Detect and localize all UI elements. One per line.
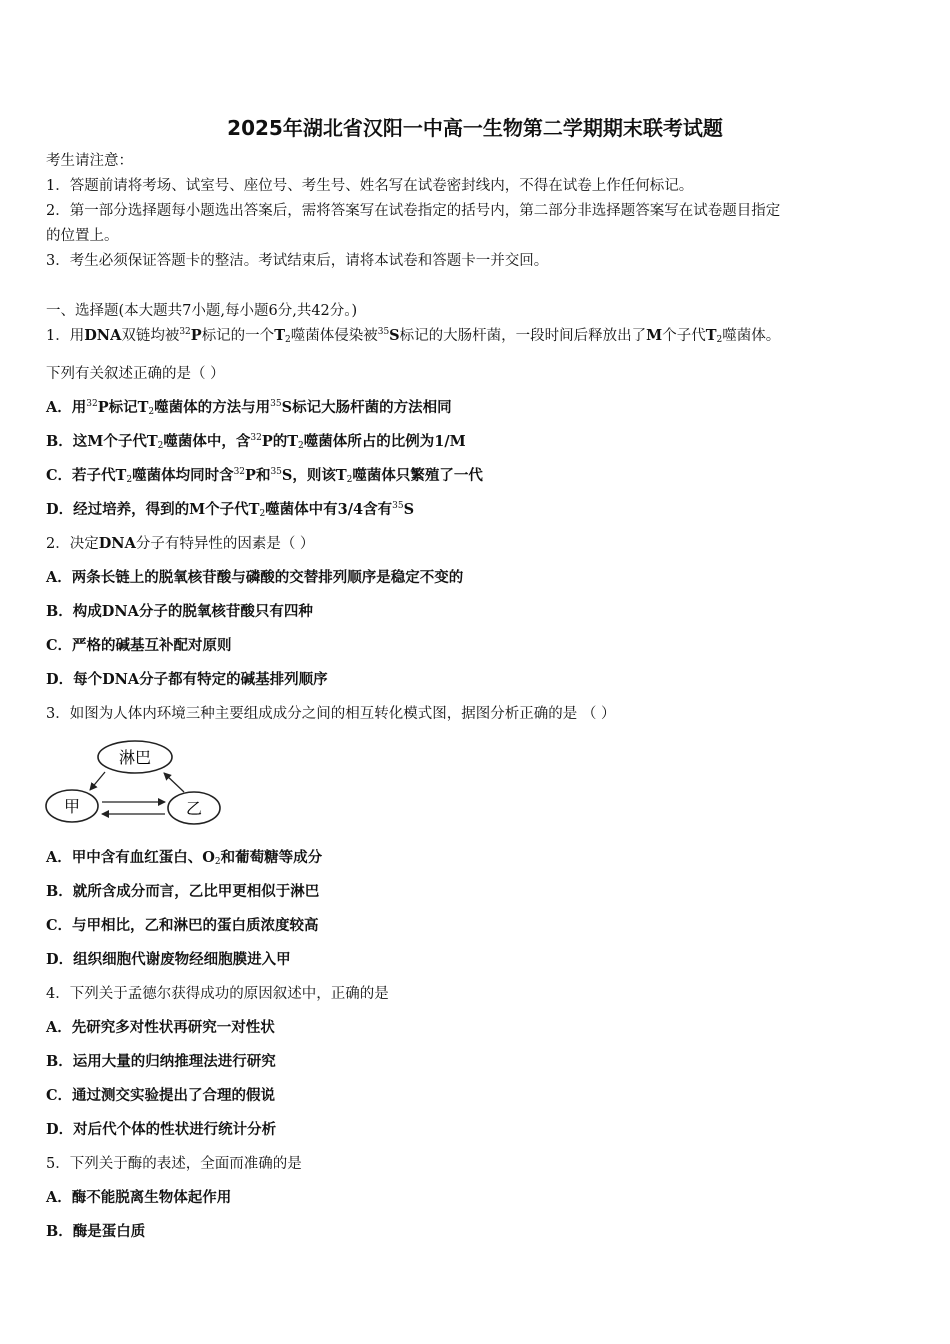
- opt-sub: 2: [214, 857, 221, 867]
- notice-item-2-cont: 的位置上。: [46, 228, 119, 244]
- q3-option-b[interactable]: B．就所含成分而言，乙比甲更相似于淋巴: [46, 883, 320, 900]
- opt-text: C．若子代: [46, 467, 116, 484]
- q1-option-a[interactable]: [46, 398, 452, 418]
- opt-sub: 2: [298, 441, 304, 451]
- opt-sup: 32: [233, 467, 246, 477]
- notice-item-3: 3．考生必须保证答题卡的整洁。考试结束后，请将本试卷和答题卡一并交回。: [46, 253, 549, 269]
- q1-t: T: [274, 327, 285, 344]
- body-fluid-diagram: [44, 736, 224, 830]
- opt-text: 噬菌体中，含: [163, 433, 251, 450]
- lymph-label: 淋巴: [118, 748, 152, 767]
- q1-sup-35: 35: [377, 327, 390, 337]
- opt-text: B．构成: [46, 603, 102, 620]
- opt-text: 标记大肠杆菌的方法相同: [292, 399, 452, 416]
- opt-text: O: [202, 849, 215, 866]
- opt-text: T: [115, 467, 127, 484]
- opt-text: 噬菌体中有: [265, 501, 338, 518]
- opt-text: T: [248, 501, 260, 518]
- q1-option-d[interactable]: [46, 500, 414, 520]
- notice-heading: 考生请注意：: [46, 153, 133, 169]
- question-4-stem: 4．下列关于孟德尔获得成功的原因叙述中，正确的是: [46, 986, 389, 1002]
- notice-item-1: 1．答题前请将考场、试室号、座位号、考生号、姓名写在试卷密封线内，不得在试卷上作任何标记。: [46, 178, 694, 194]
- q1-text: 标记的大肠杆菌，一段时间后释放出了: [399, 328, 647, 344]
- opt-sub: 2: [148, 407, 155, 417]
- stem-text: 2．决定: [46, 536, 99, 552]
- opt-text: T: [287, 433, 299, 450]
- opt-text: P: [245, 467, 256, 484]
- opt-text: 个子代: [205, 501, 249, 518]
- opt-sup: 32: [250, 433, 262, 443]
- q2-option-c[interactable]: C．严格的碱基互补配对原则: [46, 637, 232, 654]
- opt-sub: 2: [157, 441, 164, 451]
- q5-option-a[interactable]: A．酶不能脱离生物体起作用: [46, 1189, 232, 1206]
- q2-option-a[interactable]: A．两条长链上的脱氧核苷酸与磷酸的交替排列顺序是稳定不变的: [46, 569, 464, 586]
- opt-text: DNA: [102, 671, 140, 688]
- opt-text: 噬菌体的方法与用: [154, 399, 271, 416]
- q2-option-b[interactable]: [46, 602, 313, 622]
- stem-text: 分子有特异性的因素是（ ）: [135, 536, 315, 552]
- opt-text: 1/M: [434, 433, 466, 450]
- opt-text: P: [261, 433, 273, 450]
- notice-item-2: 2．第一部分选择题每小题选出答案后，需将答案写在试卷指定的括号内，第二部分非选择题答案写在试卷题目指定: [46, 203, 781, 219]
- opt-text: 标记: [108, 399, 138, 416]
- opt-text: 含有: [363, 501, 393, 518]
- question-5-stem: 5．下列关于酶的表述，全面而准确的是: [46, 1156, 302, 1172]
- q4-option-d[interactable]: D．对后代个体的性状进行统计分析: [46, 1121, 277, 1138]
- q4-option-b[interactable]: B．运用大量的归纳推理法进行研究: [46, 1053, 276, 1070]
- opt-sup: 35: [270, 399, 282, 409]
- q1-option-b[interactable]: [46, 432, 466, 452]
- q5-option-b[interactable]: B．酶是蛋白质: [46, 1223, 146, 1240]
- opt-text: S: [403, 501, 415, 518]
- arrow-lymph-to-jia: [90, 772, 105, 790]
- q1-num: 1．用: [46, 328, 85, 344]
- opt-text: 个子代: [103, 433, 147, 450]
- opt-text: 分子都有特定的碱基排列顺序: [139, 671, 328, 688]
- q1-text: 双链均被: [121, 328, 180, 344]
- q1-sub-2: 2: [284, 335, 291, 345]
- opt-text: 的: [272, 433, 288, 450]
- opt-text: D．经过培养，得到的: [46, 501, 190, 518]
- yi-label: 乙: [185, 799, 203, 818]
- opt-sup: 32: [86, 399, 98, 409]
- exam-title: 2025年湖北省汉阳一中高一生物第二学期期末联考试题: [227, 116, 723, 140]
- opt-text: D．每个: [46, 671, 103, 688]
- question-1-stem-cont: 下列有关叙述正确的是（ ）: [46, 366, 225, 382]
- opt-text: B．这: [46, 433, 88, 450]
- q1-dna: DNA: [84, 327, 122, 344]
- opt-text: P: [97, 399, 109, 416]
- q1-sub-2: 2: [716, 335, 723, 345]
- q1-s: S: [389, 327, 400, 344]
- q2-option-d[interactable]: [46, 670, 328, 690]
- q3-option-c[interactable]: C．与甲相比，乙和淋巴的蛋白质浓度较高: [46, 917, 319, 934]
- q3-option-d[interactable]: D．组织细胞代谢废物经细胞膜进入甲: [46, 951, 291, 968]
- opt-text: A．用: [46, 399, 87, 416]
- opt-text: 和葡萄糖等成分: [220, 849, 323, 866]
- q1-option-c[interactable]: [46, 466, 483, 486]
- q1-text: 标记的一个: [201, 328, 275, 344]
- q4-option-c[interactable]: C．通过测交实验提出了合理的假说: [46, 1087, 276, 1104]
- q1-text: 噬菌体侵染被: [290, 328, 378, 344]
- section-heading: 一、选择题(本大题共7小题,每小题6分,共42分。): [46, 303, 358, 319]
- q1-p: P: [190, 327, 202, 344]
- opt-sub: 2: [126, 475, 133, 485]
- opt-text: A．甲中含有血红蛋白、: [46, 849, 203, 866]
- opt-text: T: [146, 433, 158, 450]
- arrow-yi-to-lymph: [164, 773, 184, 792]
- opt-text: M: [87, 433, 104, 450]
- opt-text: 噬菌体只繁殖了一代: [352, 467, 483, 484]
- opt-text: 3/4: [337, 501, 364, 518]
- opt-sub: 2: [346, 475, 353, 485]
- opt-text: 噬菌体所占的比例为: [303, 433, 435, 450]
- stem-text: DNA: [98, 535, 136, 552]
- q4-option-a[interactable]: A．先研究多对性状再研究一对性状: [46, 1019, 275, 1036]
- opt-text: S，则该: [281, 467, 336, 484]
- opt-sup: 35: [270, 467, 282, 477]
- opt-text: 和: [255, 467, 271, 484]
- q1-sup-32: 32: [179, 327, 191, 337]
- opt-text: M: [189, 501, 206, 518]
- opt-text: S: [281, 399, 293, 416]
- q3-option-a[interactable]: [46, 848, 322, 868]
- question-1-stem: [46, 326, 780, 346]
- opt-text: 分子的脱氧核苷酸只有四种: [138, 603, 313, 620]
- q1-t: T: [705, 327, 717, 344]
- q1-m: M: [646, 327, 663, 344]
- question-3-stem: 3．如图为人体内环境三种主要组成成分之间的相互转化模式图，据图分析正确的是 （ ）: [46, 706, 616, 722]
- question-2-stem: [46, 534, 314, 554]
- jia-label: 甲: [63, 797, 81, 816]
- opt-text: 噬菌体均同时含: [132, 467, 234, 484]
- opt-sub: 2: [259, 509, 266, 519]
- opt-text: T: [335, 467, 347, 484]
- q1-text: 噬菌体。: [722, 328, 781, 344]
- opt-text: DNA: [101, 603, 139, 620]
- opt-text: T: [137, 399, 149, 416]
- q1-text: 个子代: [662, 328, 706, 344]
- opt-sup: 35: [392, 501, 404, 511]
